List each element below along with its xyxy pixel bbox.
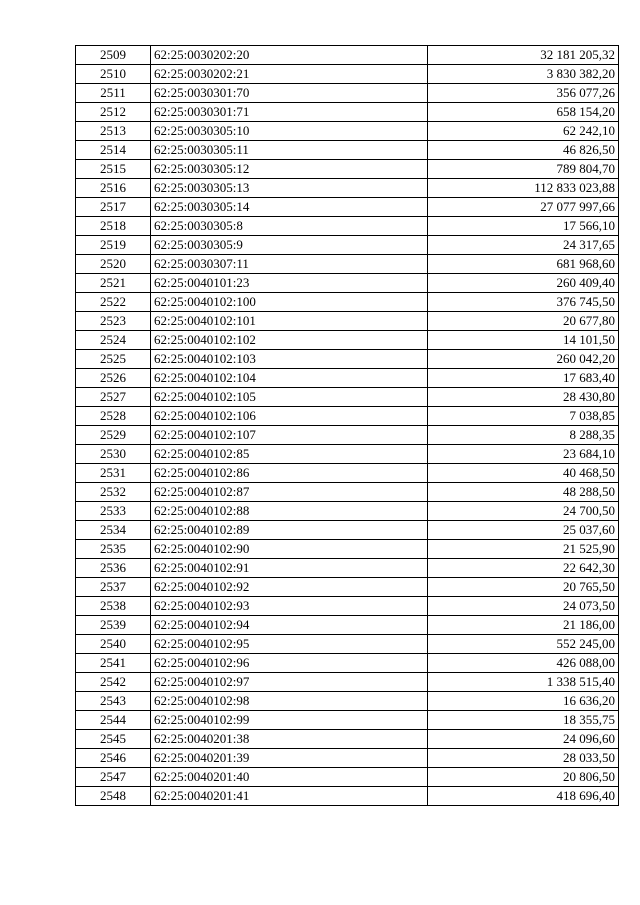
cadastral-value-cell: 7 038,85 bbox=[428, 407, 619, 426]
cadastral-number-cell: 62:25:0040102:98 bbox=[151, 692, 428, 711]
row-number-cell: 2541 bbox=[76, 654, 151, 673]
cadastral-number-cell: 62:25:0040102:104 bbox=[151, 369, 428, 388]
row-number-cell: 2532 bbox=[76, 483, 151, 502]
row-number-cell: 2537 bbox=[76, 578, 151, 597]
table-row bbox=[76, 426, 619, 445]
cadastral-number-cell: 62:25:0040102:88 bbox=[151, 502, 428, 521]
table-row bbox=[76, 635, 619, 654]
cadastral-value-cell: 24 317,65 bbox=[428, 236, 619, 255]
cadastral-number-cell: 62:25:0040102:99 bbox=[151, 711, 428, 730]
cadastral-number-cell: 62:25:0040102:95 bbox=[151, 635, 428, 654]
table-row bbox=[76, 46, 619, 65]
row-number-cell: 2548 bbox=[76, 787, 151, 806]
cadastral-value-cell: 46 826,50 bbox=[428, 141, 619, 160]
cadastral-value-cell: 426 088,00 bbox=[428, 654, 619, 673]
table-row bbox=[76, 274, 619, 293]
cadastral-value-cell: 18 355,75 bbox=[428, 711, 619, 730]
cadastral-value-cell: 21 186,00 bbox=[428, 616, 619, 635]
table-row bbox=[76, 502, 619, 521]
cadastral-value-cell: 25 037,60 bbox=[428, 521, 619, 540]
table-row bbox=[76, 559, 619, 578]
cadastral-number-cell: 62:25:0040102:92 bbox=[151, 578, 428, 597]
table-row bbox=[76, 616, 619, 635]
table-row bbox=[76, 483, 619, 502]
cadastral-value-cell: 20 765,50 bbox=[428, 578, 619, 597]
cadastral-number-cell: 62:25:0030307:11 bbox=[151, 255, 428, 274]
cadastral-number-cell: 62:25:0040102:103 bbox=[151, 350, 428, 369]
row-number-cell: 2524 bbox=[76, 331, 151, 350]
row-number-cell: 2534 bbox=[76, 521, 151, 540]
cadastral-value-cell: 24 700,50 bbox=[428, 502, 619, 521]
row-number-cell: 2511 bbox=[76, 84, 151, 103]
table-row bbox=[76, 578, 619, 597]
row-number-cell: 2529 bbox=[76, 426, 151, 445]
cadastral-value-cell: 17 683,40 bbox=[428, 369, 619, 388]
row-number-cell: 2527 bbox=[76, 388, 151, 407]
cadastral-number-cell: 62:25:0040102:89 bbox=[151, 521, 428, 540]
cadastral-number-cell: 62:25:0030301:71 bbox=[151, 103, 428, 122]
cadastral-value-cell: 14 101,50 bbox=[428, 331, 619, 350]
cadastral-value-cell: 24 073,50 bbox=[428, 597, 619, 616]
row-number-cell: 2546 bbox=[76, 749, 151, 768]
cadastral-number-cell: 62:25:0030305:11 bbox=[151, 141, 428, 160]
cadastral-value-cell: 24 096,60 bbox=[428, 730, 619, 749]
cadastral-number-cell: 62:25:0040102:94 bbox=[151, 616, 428, 635]
cadastral-value-cell: 20 677,80 bbox=[428, 312, 619, 331]
cadastral-value-cell: 28 430,80 bbox=[428, 388, 619, 407]
table-row bbox=[76, 236, 619, 255]
table-body bbox=[76, 46, 619, 806]
table-row bbox=[76, 768, 619, 787]
table-row bbox=[76, 407, 619, 426]
row-number-cell: 2520 bbox=[76, 255, 151, 274]
cadastral-number-cell: 62:25:0040102:96 bbox=[151, 654, 428, 673]
cadastral-value-cell: 658 154,20 bbox=[428, 103, 619, 122]
cadastral-value-cell: 17 566,10 bbox=[428, 217, 619, 236]
table-row bbox=[76, 464, 619, 483]
cadastral-number-cell: 62:25:0040201:39 bbox=[151, 749, 428, 768]
row-number-cell: 2517 bbox=[76, 198, 151, 217]
cadastral-value-cell: 27 077 997,66 bbox=[428, 198, 619, 217]
row-number-cell: 2515 bbox=[76, 160, 151, 179]
row-number-cell: 2536 bbox=[76, 559, 151, 578]
table-row bbox=[76, 445, 619, 464]
table-row bbox=[76, 730, 619, 749]
cadastral-value-table bbox=[75, 45, 619, 806]
cadastral-value-cell: 260 409,40 bbox=[428, 274, 619, 293]
row-number-cell: 2518 bbox=[76, 217, 151, 236]
table-row bbox=[76, 711, 619, 730]
row-number-cell: 2521 bbox=[76, 274, 151, 293]
row-number-cell: 2513 bbox=[76, 122, 151, 141]
table-row bbox=[76, 179, 619, 198]
row-number-cell: 2512 bbox=[76, 103, 151, 122]
cadastral-value-cell: 260 042,20 bbox=[428, 350, 619, 369]
cadastral-value-cell: 23 684,10 bbox=[428, 445, 619, 464]
cadastral-value-cell: 32 181 205,32 bbox=[428, 46, 619, 65]
table-row bbox=[76, 217, 619, 236]
table-row bbox=[76, 198, 619, 217]
row-number-cell: 2540 bbox=[76, 635, 151, 654]
row-number-cell: 2545 bbox=[76, 730, 151, 749]
cadastral-number-cell: 62:25:0030301:70 bbox=[151, 84, 428, 103]
cadastral-number-cell: 62:25:0040201:41 bbox=[151, 787, 428, 806]
table-row bbox=[76, 521, 619, 540]
cadastral-number-cell: 62:25:0030305:9 bbox=[151, 236, 428, 255]
row-number-cell: 2535 bbox=[76, 540, 151, 559]
cadastral-value-cell: 1 338 515,40 bbox=[428, 673, 619, 692]
cadastral-value-cell: 62 242,10 bbox=[428, 122, 619, 141]
cadastral-value-cell: 112 833 023,88 bbox=[428, 179, 619, 198]
row-number-cell: 2514 bbox=[76, 141, 151, 160]
table-row bbox=[76, 312, 619, 331]
cadastral-value-cell: 21 525,90 bbox=[428, 540, 619, 559]
table-row bbox=[76, 331, 619, 350]
cadastral-number-cell: 62:25:0030202:21 bbox=[151, 65, 428, 84]
row-number-cell: 2509 bbox=[76, 46, 151, 65]
cadastral-number-cell: 62:25:0040102:90 bbox=[151, 540, 428, 559]
table-row bbox=[76, 293, 619, 312]
table-row bbox=[76, 255, 619, 274]
table-row bbox=[76, 122, 619, 141]
cadastral-number-cell: 62:25:0040102:101 bbox=[151, 312, 428, 331]
cadastral-value-cell: 22 642,30 bbox=[428, 559, 619, 578]
cadastral-number-cell: 62:25:0030305:8 bbox=[151, 217, 428, 236]
row-number-cell: 2522 bbox=[76, 293, 151, 312]
table-row bbox=[76, 597, 619, 616]
cadastral-value-cell: 20 806,50 bbox=[428, 768, 619, 787]
cadastral-number-cell: 62:25:0040102:105 bbox=[151, 388, 428, 407]
row-number-cell: 2526 bbox=[76, 369, 151, 388]
table-row bbox=[76, 692, 619, 711]
table-row bbox=[76, 84, 619, 103]
cadastral-value-cell: 28 033,50 bbox=[428, 749, 619, 768]
row-number-cell: 2531 bbox=[76, 464, 151, 483]
table-row bbox=[76, 350, 619, 369]
cadastral-number-cell: 62:25:0040102:107 bbox=[151, 426, 428, 445]
table-row bbox=[76, 787, 619, 806]
cadastral-number-cell: 62:25:0040102:106 bbox=[151, 407, 428, 426]
cadastral-number-cell: 62:25:0040201:38 bbox=[151, 730, 428, 749]
cadastral-number-cell: 62:25:0040102:97 bbox=[151, 673, 428, 692]
row-number-cell: 2523 bbox=[76, 312, 151, 331]
row-number-cell: 2525 bbox=[76, 350, 151, 369]
cadastral-value-cell: 376 745,50 bbox=[428, 293, 619, 312]
cadastral-number-cell: 62:25:0030305:10 bbox=[151, 122, 428, 141]
cadastral-number-cell: 62:25:0040102:86 bbox=[151, 464, 428, 483]
row-number-cell: 2538 bbox=[76, 597, 151, 616]
row-number-cell: 2544 bbox=[76, 711, 151, 730]
cadastral-number-cell: 62:25:0040101:23 bbox=[151, 274, 428, 293]
row-number-cell: 2510 bbox=[76, 65, 151, 84]
cadastral-number-cell: 62:25:0040102:87 bbox=[151, 483, 428, 502]
cadastral-number-cell: 62:25:0030305:12 bbox=[151, 160, 428, 179]
table-row bbox=[76, 749, 619, 768]
cadastral-value-cell: 356 077,26 bbox=[428, 84, 619, 103]
row-number-cell: 2530 bbox=[76, 445, 151, 464]
cadastral-number-cell: 62:25:0040102:100 bbox=[151, 293, 428, 312]
table-row bbox=[76, 673, 619, 692]
row-number-cell: 2547 bbox=[76, 768, 151, 787]
cadastral-value-cell: 552 245,00 bbox=[428, 635, 619, 654]
cadastral-value-cell: 789 804,70 bbox=[428, 160, 619, 179]
table-row bbox=[76, 540, 619, 559]
cadastral-number-cell: 62:25:0040102:102 bbox=[151, 331, 428, 350]
cadastral-number-cell: 62:25:0040102:93 bbox=[151, 597, 428, 616]
table-row bbox=[76, 654, 619, 673]
cadastral-number-cell: 62:25:0040102:91 bbox=[151, 559, 428, 578]
cadastral-value-cell: 418 696,40 bbox=[428, 787, 619, 806]
row-number-cell: 2528 bbox=[76, 407, 151, 426]
table-row bbox=[76, 388, 619, 407]
table-row bbox=[76, 369, 619, 388]
cadastral-value-cell: 16 636,20 bbox=[428, 692, 619, 711]
row-number-cell: 2539 bbox=[76, 616, 151, 635]
table-row bbox=[76, 160, 619, 179]
row-number-cell: 2516 bbox=[76, 179, 151, 198]
table-row bbox=[76, 141, 619, 160]
cadastral-number-cell: 62:25:0030305:13 bbox=[151, 179, 428, 198]
cadastral-value-cell: 8 288,35 bbox=[428, 426, 619, 445]
row-number-cell: 2542 bbox=[76, 673, 151, 692]
table-row bbox=[76, 103, 619, 122]
table-row bbox=[76, 65, 619, 84]
cadastral-value-cell: 3 830 382,20 bbox=[428, 65, 619, 84]
cadastral-value-cell: 681 968,60 bbox=[428, 255, 619, 274]
cadastral-number-cell: 62:25:0030202:20 bbox=[151, 46, 428, 65]
row-number-cell: 2533 bbox=[76, 502, 151, 521]
row-number-cell: 2543 bbox=[76, 692, 151, 711]
cadastral-number-cell: 62:25:0040201:40 bbox=[151, 768, 428, 787]
cadastral-number-cell: 62:25:0040102:85 bbox=[151, 445, 428, 464]
row-number-cell: 2519 bbox=[76, 236, 151, 255]
cadastral-value-cell: 48 288,50 bbox=[428, 483, 619, 502]
cadastral-value-cell: 40 468,50 bbox=[428, 464, 619, 483]
cadastral-number-cell: 62:25:0030305:14 bbox=[151, 198, 428, 217]
